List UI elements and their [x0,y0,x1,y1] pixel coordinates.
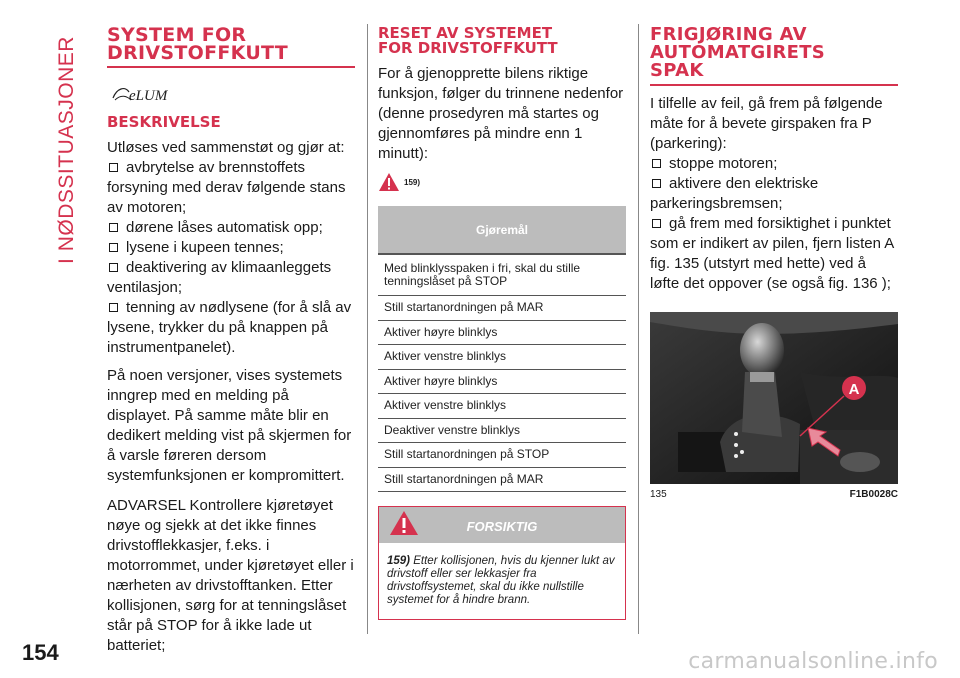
checkbox-bullet-icon [652,159,661,168]
ecology-icon [111,78,168,109]
svg-text:A: A [848,381,860,398]
column-divider [367,24,368,634]
intro-text: For å gjenopprette bilens riktige funksjon, følger du trinnene nedenfor (denne prosedyren må startes og gjennomføres på mindre enn 1 minutt): [378,65,624,162]
table-row: Aktiver høyre blinklys [378,369,626,394]
column-gear-release [650,26,898,500]
procedure-list [650,154,898,294]
intro-text: Utløses ved sammenstøt og gjør at: [107,139,345,156]
column-fuel-cutoff [107,26,355,656]
checkbox-bullet-icon [652,179,661,188]
list-item: dørene låses automatisk opp; [107,218,355,238]
caution-header: FORSIKTIG [379,507,625,543]
steps-table [378,206,626,492]
reference-marker: 159) [378,172,626,192]
checkbox-bullet-icon [109,263,118,272]
checkbox-bullet-icon [109,303,118,312]
intro-text: I tilfelle av feil, gå frem på følgende måte for å bevete girspaken fra P (parkering): [650,95,883,152]
list-item: stoppe motoren; [650,154,898,174]
table-row: Med blinklysspaken i fri, skal du stille tenningslåset på STOP [378,254,626,296]
section-side-tab: I NØDSSITUASJONER [55,36,78,264]
checkbox-bullet-icon [109,163,118,172]
table-row: Still startanordningen på MAR [378,296,626,321]
column-reset [378,26,626,620]
table-header: Gjøremål [378,206,626,254]
table-row: Aktiver venstre blinklys [378,394,626,419]
caution-text: 159) Etter kollisjonen, hvis du kjenner lukt av drivstoff eller ser lekkasjer fra drivstoffsystemet, skal du ikke nullstille systemet for å hindre brann. [387,555,615,606]
display-message-paragraph: På noen versjoner, vises systemets inngrep med en melding på displayet. På samme måte blir en dedikert melding vist på skjermen for å varsle føreren dersom systemfunksjonen er kompromittert. [107,367,352,484]
list-item: aktivere den elektriske parkeringsbremsen; [650,175,819,212]
svg-text:eLUM: eLUM [129,88,168,104]
list-item: tenning av nødlysene (for å slå av lysene, trykker du på knappen på instrumentpanelet). [107,299,352,356]
table-row: Deaktiver venstre blinklys [378,418,626,443]
watermark: carmanualsonline.info [688,649,938,674]
list-item: deaktivering av klimaanleggets ventilasjon; [107,259,332,296]
table-row: Aktiver venstre blinklys [378,345,626,370]
gear-lever-photo [650,312,898,484]
table-row: Still startanordningen på STOP [378,443,626,468]
list-item: lysene i kupeen tennes; [107,238,355,258]
list-item: gå frem med forsiktighet i punktet som er indikert av pilen, fjern listen A fig. 135 (utstyrt med hette) ved å løfte det oppover (se også fig. 136 ); [650,215,894,292]
figure-caption: 135 F1B0028C [650,489,898,500]
warning-triangle-icon [378,172,400,192]
table-row: Aktiver høyre blinklys [378,320,626,345]
caution-box [378,506,626,620]
subheading-description: BESKRIVELSE [107,113,221,131]
section-title: RESET AV SYSTEMET FOR DRIVSTOFFKUTT [378,24,558,57]
effects-list [107,158,355,358]
warning-paragraph: ADVARSEL Kontrollere kjøretøyet nøye og sjekk at det ikke finnes drivstofflekkasjer, f.eks. i motorrommet, under kjøretøyet eller i nærheten av drivstofftanken. Etter kollisjonen, sørg for at tenningslåset står på STOP for å ikke lade ut batteriet; [107,497,354,654]
checkbox-bullet-icon [109,243,118,252]
column-divider [638,24,639,634]
page-number: 154 [22,640,59,665]
table-row: Still startanordningen på MAR [378,467,626,492]
figure-135 [650,312,898,500]
checkbox-bullet-icon [652,219,661,228]
list-item: avbrytelse av brennstoffets forsyning med derav følgende stans av motoren; [107,159,346,216]
section-title: FRIGJØRING AV AUTOMATGIRETS SPAK [650,26,898,86]
checkbox-bullet-icon [109,223,118,232]
section-title: SYSTEM FOR DRIVSTOFFKUTT [107,26,355,68]
